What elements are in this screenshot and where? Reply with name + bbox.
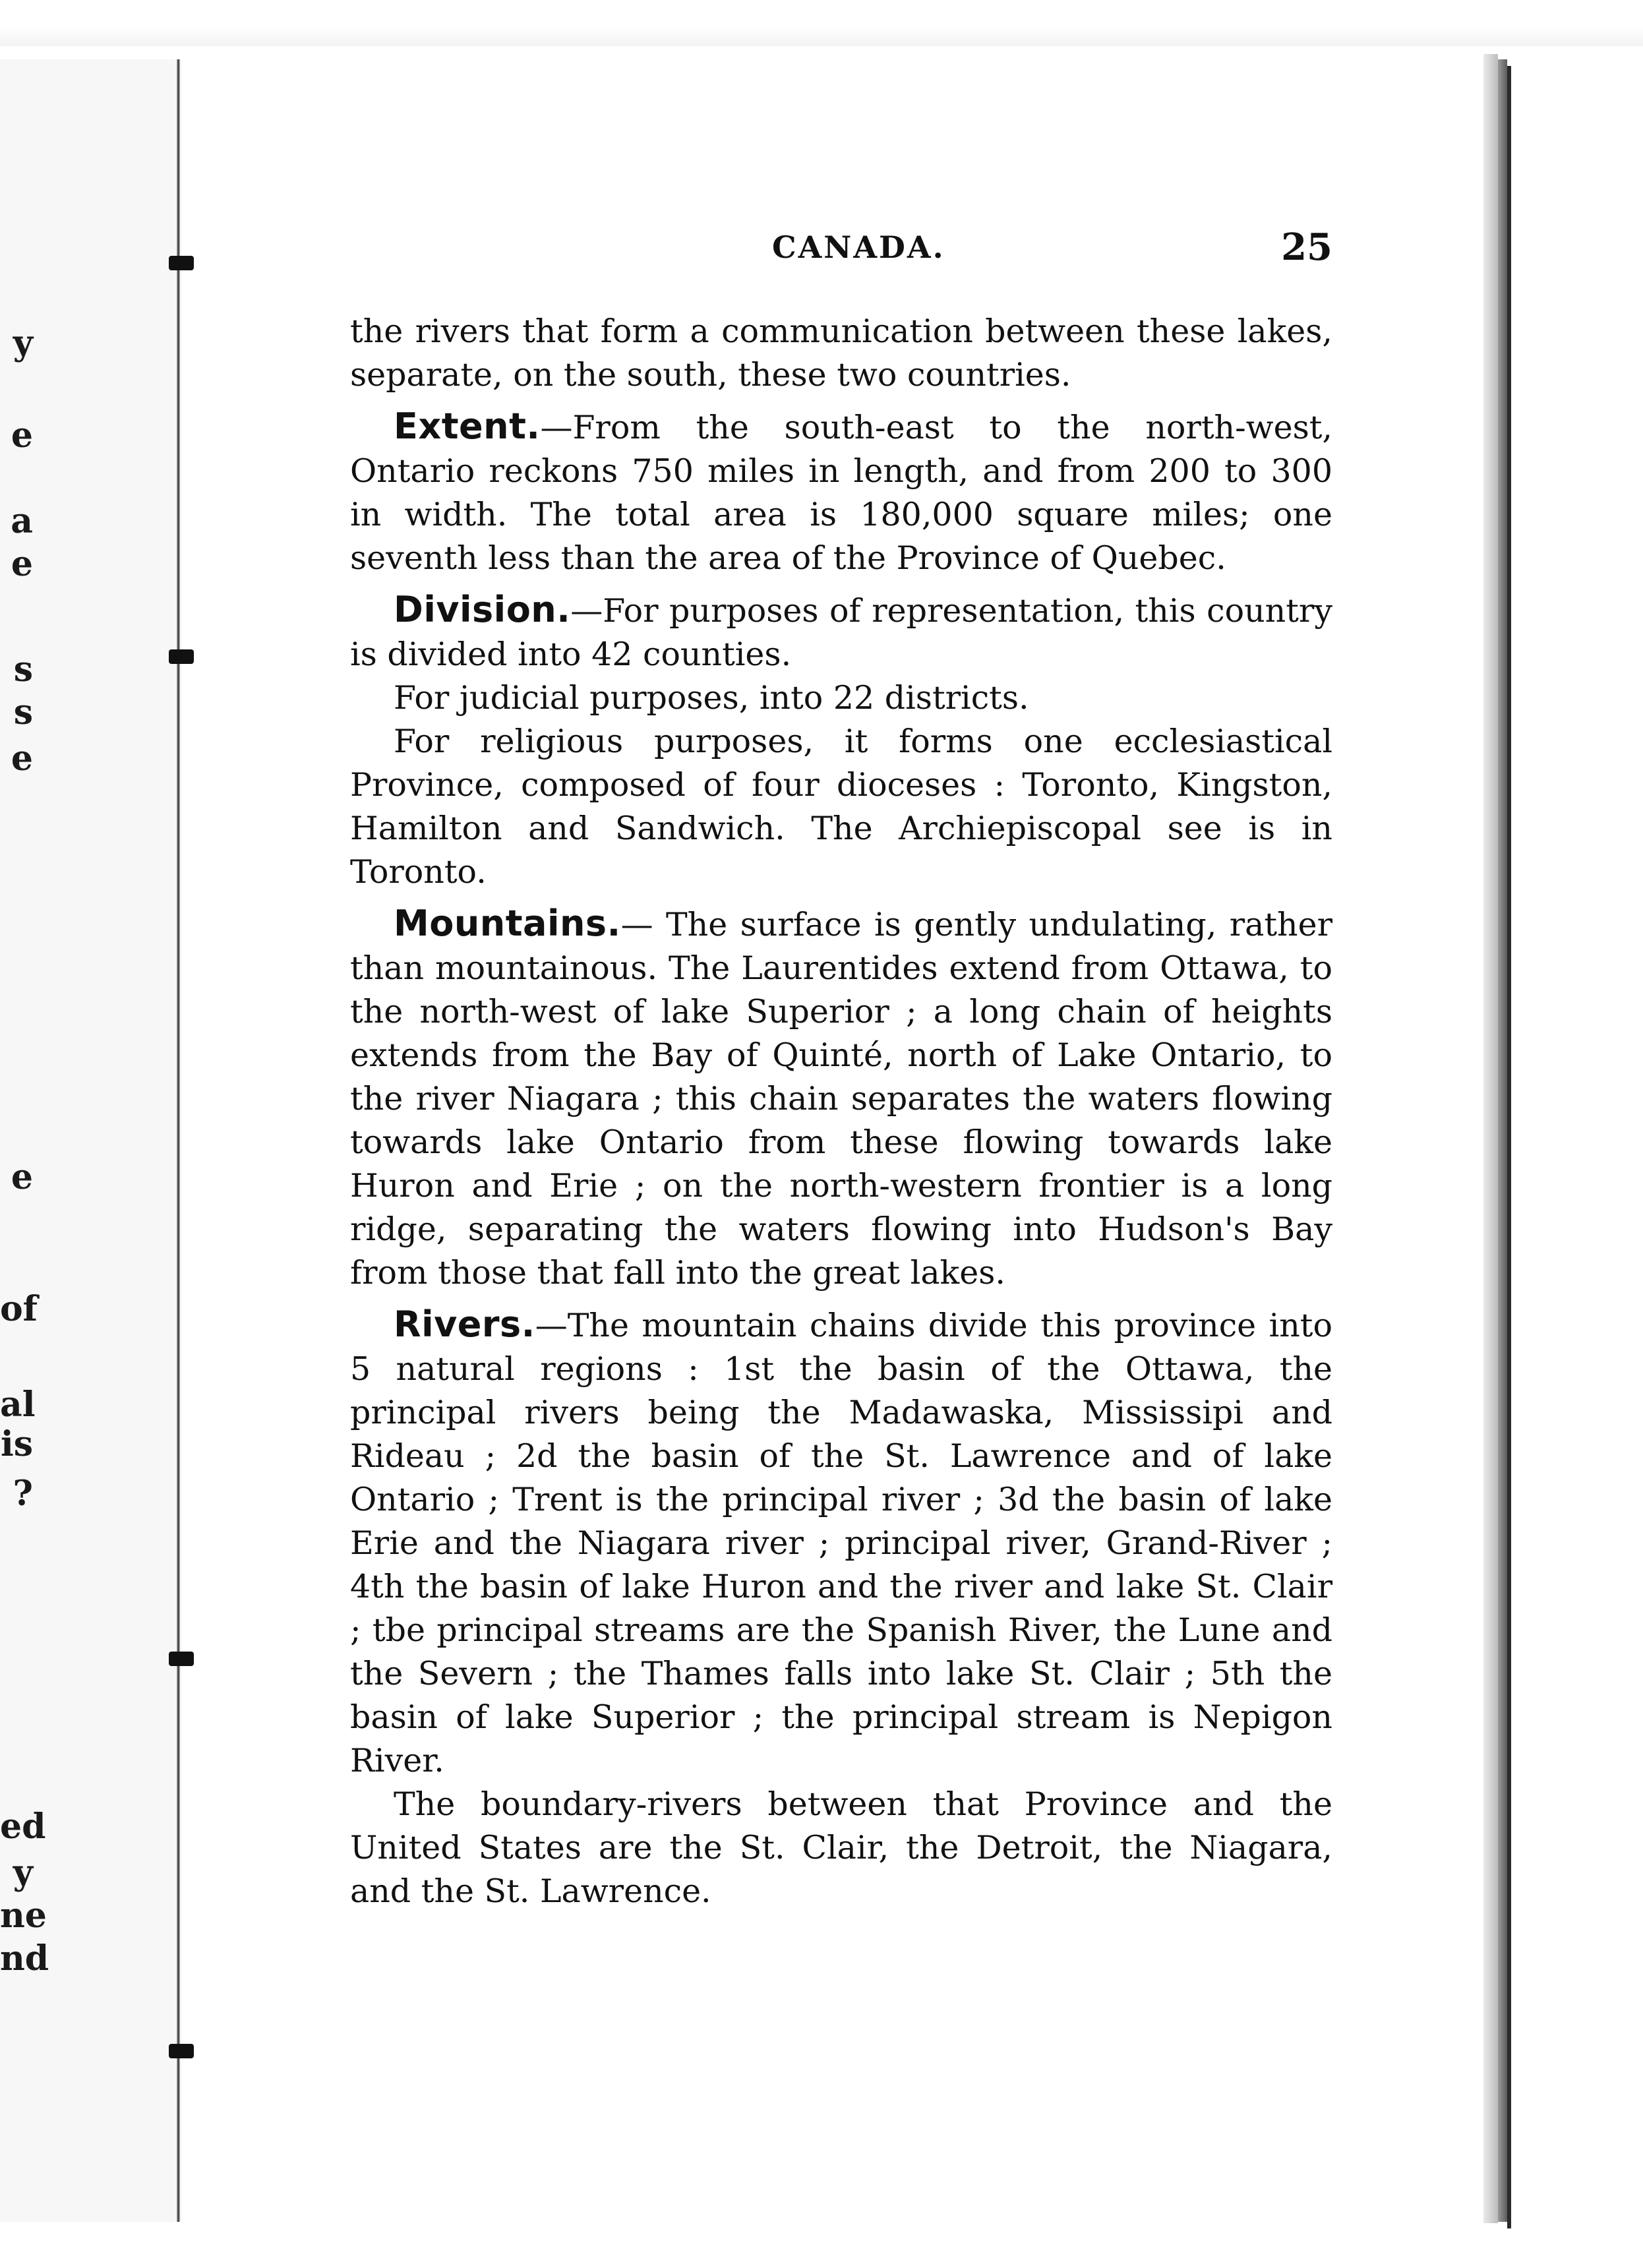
page-header bbox=[350, 225, 1332, 282]
paragraph-religious bbox=[350, 720, 1332, 894]
section-heading: Extent. bbox=[394, 405, 541, 447]
left-page-fragment: y bbox=[13, 1853, 33, 1893]
left-page-fragment: e bbox=[11, 415, 33, 456]
left-page-fragment: ? bbox=[13, 1474, 33, 1514]
left-page-fragment: ne bbox=[0, 1895, 47, 1936]
left-page-fragment: y bbox=[13, 323, 33, 363]
heading-dash: — bbox=[570, 592, 603, 630]
scan-margin bbox=[1507, 63, 1643, 2239]
left-page-fragment: e bbox=[11, 738, 33, 779]
binding-stitch bbox=[169, 256, 194, 270]
paragraph-text: For judicial purposes, into 22 districts. bbox=[394, 679, 1029, 717]
section-heading: Mountains. bbox=[394, 903, 621, 944]
left-page-fragment: e bbox=[11, 1157, 33, 1197]
left-page-fragment: nd bbox=[0, 1938, 49, 1979]
paragraph-judicial bbox=[350, 676, 1332, 720]
left-page-fragment: al bbox=[0, 1385, 36, 1425]
paragraph-text: the rivers that form a communication between these lakes, separate, on the south, these two countries. bbox=[350, 313, 1332, 394]
binding-stitch bbox=[169, 649, 194, 664]
paragraph-extent bbox=[350, 405, 1332, 580]
heading-dash: — bbox=[620, 906, 666, 943]
heading-dash: — bbox=[535, 1307, 568, 1344]
paragraph-text: From the south-east to the north-west, Ontario reckons 750 miles in length, and from 200 to 300 in width. The total area is 180,000 square miles; one seventh less than the area of the Province of Quebec. bbox=[350, 409, 1332, 577]
left-page-fragment: a bbox=[11, 501, 33, 541]
paragraph-text: For religious purposes, it forms one ecclesiastical Province, composed of four dioceses : Toronto, Kingston, Hamilton and Sandwich. The Archiepiscopal see is in Toronto. bbox=[350, 723, 1332, 891]
left-page-fragment: s bbox=[13, 649, 33, 690]
paragraph-text: The boundary-rivers between that Province and the United States are the St. Clair, the Detroit, the Niagara, and the St. Lawrence. bbox=[350, 1785, 1332, 1910]
left-page-fragment: ed bbox=[0, 1806, 46, 1847]
scan-background bbox=[0, 0, 1643, 46]
binding-stitch bbox=[169, 1652, 194, 1666]
page-edge-shadow bbox=[1498, 59, 1507, 2222]
running-head: CANADA. bbox=[772, 229, 945, 265]
page-number: 25 bbox=[1281, 225, 1332, 269]
heading-dash: — bbox=[540, 409, 573, 446]
paragraph-text: The surface is gently undulating, rather than mountainous. The Laurentides extend from Ottawa, to the north-west of lake Superior ; a long chain of heights extends from the Bay of Quinté, north of Lake Ontario, to the river Niagara ; this chain separates the waters flowing towards lake Ontario from these flowing towards lake Huron and Erie ; on the north-western frontier is a long ridge, separating the waters flowing into Hudson's Bay from those that fall into the great lakes. bbox=[350, 906, 1333, 1292]
left-page-fragment: is bbox=[0, 1424, 33, 1464]
section-heading: Rivers. bbox=[394, 1303, 535, 1345]
left-page-fragment: e bbox=[11, 544, 33, 584]
binding-stitch bbox=[169, 2044, 194, 2058]
book-gutter bbox=[177, 59, 180, 2222]
section-heading: Division. bbox=[394, 589, 571, 630]
left-page-fragment: of bbox=[0, 1289, 38, 1329]
paragraph-boundary bbox=[350, 1783, 1332, 1913]
paragraph-division bbox=[350, 588, 1332, 676]
paragraph-continuation bbox=[350, 310, 1332, 397]
paragraph-text: For purposes of representation, this country is divided into 42 counties. bbox=[350, 592, 1332, 673]
book-edge-line bbox=[1507, 66, 1511, 2228]
page-edge bbox=[1483, 54, 1498, 2223]
body-text bbox=[350, 310, 1332, 1921]
paragraph-mountains bbox=[350, 902, 1332, 1295]
paragraph-rivers bbox=[350, 1303, 1332, 1783]
left-page-fragment: s bbox=[13, 692, 33, 732]
paragraph-text: The mountain chains divide this province into 5 natural regions : 1st the basin of the Ottawa, the principal rivers being the Madawaska, Mississipi and Rideau ; 2d the basin of the St. Lawrence and of lake Ontario ; Trent is the principal river ; 3d the basin of lake Erie and the Niagara river ; principal river, Grand-River ; 4th the basin of lake Huron and the river and lake St. Clair ; tbe principal streams are the Spanish River, the Lune and the Severn ; the Thames falls into lake St. Clair ; 5th the basin of lake Superior ; the principal stream is Nepigon River. bbox=[350, 1307, 1332, 1779]
